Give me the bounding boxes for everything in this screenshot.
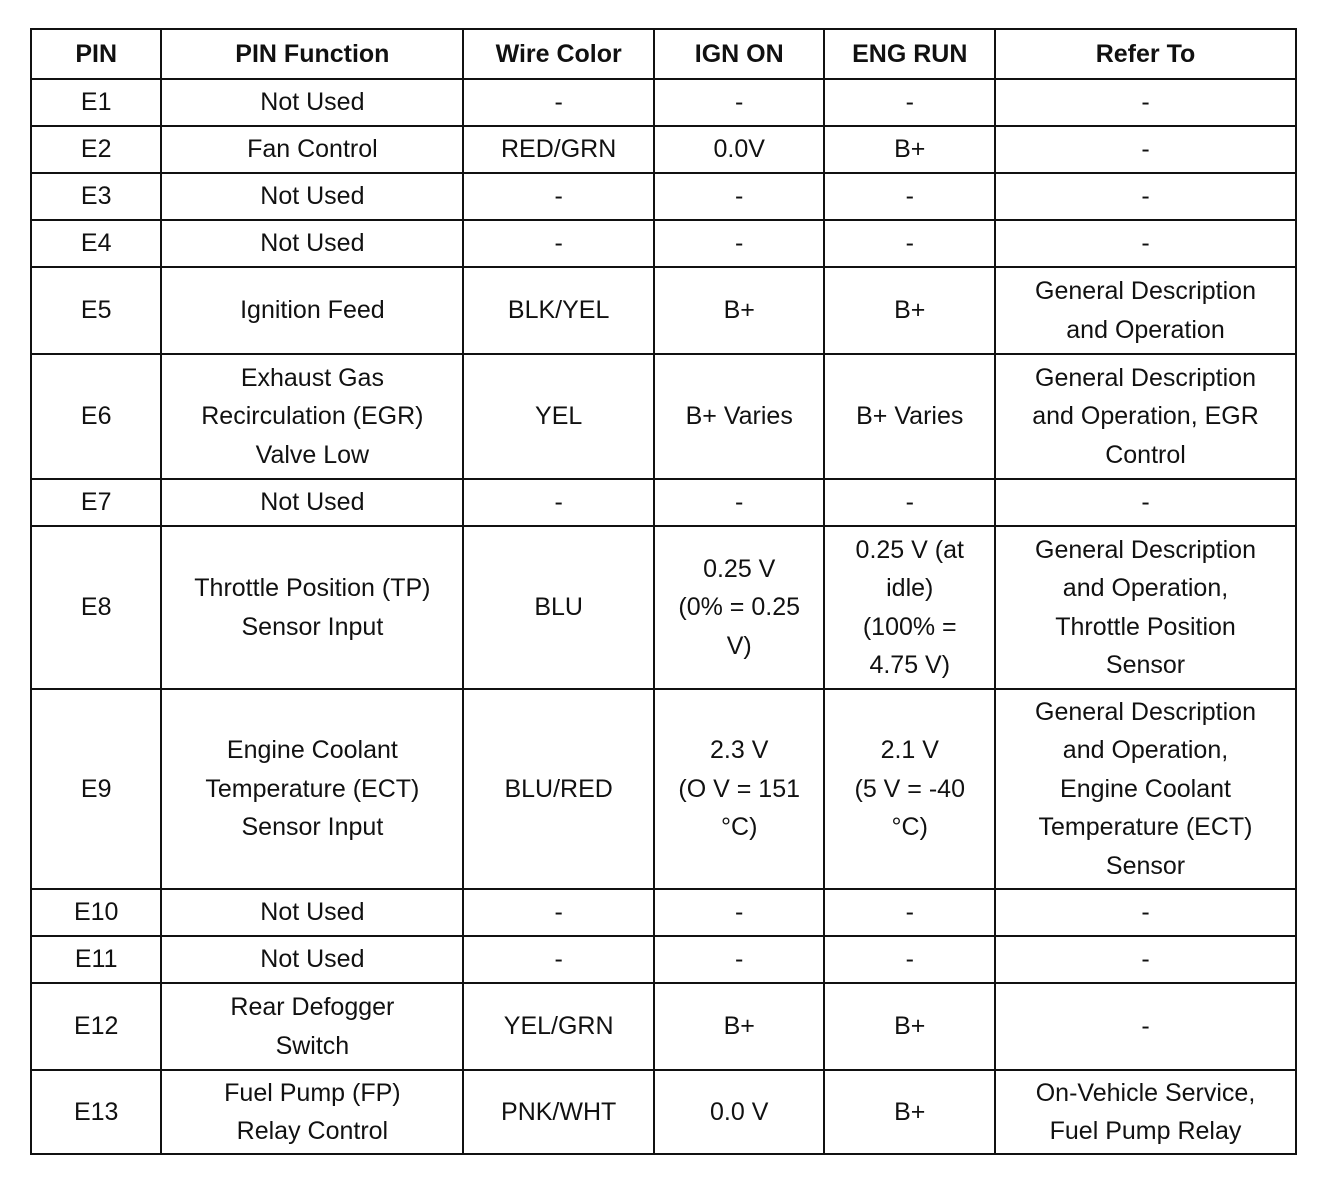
cell-line: - [1141,229,1150,258]
cell-line: B+ [894,1097,926,1126]
pin-cell: E10 [31,889,161,936]
header-refer-to: Refer To [995,29,1296,79]
cell-line: Throttle Position (TP) [194,574,431,602]
refer-to-cell [995,220,1296,267]
cell-line: Engine Coolant [1060,774,1231,803]
cell-line: Sensor Input [241,813,384,842]
cell-line: - [735,182,744,211]
cell-line: B+ [894,135,926,164]
table-row [31,79,1296,126]
cell-line: - [1141,1012,1150,1041]
cell-line: 2.3 V [710,736,769,765]
wire-color-cell: YEL/GRN [463,983,654,1070]
pin-cell: E13 [31,1070,161,1154]
cell-line: Not Used [260,898,365,927]
refer-to-cell [995,479,1296,526]
table-row [31,173,1296,220]
function-cell [161,889,463,936]
cell-line: Not Used [260,488,365,517]
cell-line: - [735,945,744,974]
eng-run-cell [824,79,995,126]
pin-cell: E12 [31,983,161,1070]
header-pin-function: PIN Function [161,29,463,79]
pin-cell: E8 [31,526,161,689]
cell-line: On-Vehicle Service, [1035,1078,1256,1107]
cell-line: Recirculation (EGR) [201,402,424,431]
wire-color-cell: - [463,173,654,220]
cell-line: B+ [723,296,755,325]
header-wire-color: Wire Color [463,29,654,79]
header-row [31,29,1296,79]
cell-line: V) [726,631,752,660]
cell-line: (5 V = -40 [854,774,965,803]
eng-run-cell [824,220,995,267]
cell-line: (100% = [862,612,957,641]
refer-to-cell [995,267,1296,354]
function-cell [161,220,463,267]
eng-run-cell [824,479,995,526]
cell-line: Not Used [260,182,365,211]
cell-line: Temperature (ECT) [205,774,420,803]
refer-to-cell [995,354,1296,479]
eng-run-cell [824,689,995,889]
cell-line: - [905,898,914,927]
cell-line: 0.0V [713,135,765,164]
cell-line: - [735,488,744,517]
cell-line: Not Used [260,945,365,974]
header-eng-run: ENG RUN [824,29,995,79]
table-row [31,936,1296,983]
eng-run-cell [824,267,995,354]
cell-line: Relay Control [236,1117,389,1145]
cell-line: General Description [1035,277,1256,305]
refer-to-cell [995,889,1296,936]
refer-to-cell [995,126,1296,173]
header-ign-on: IGN ON [654,29,825,79]
ign-on-cell [654,220,825,267]
eng-run-cell [824,936,995,983]
ign-on-cell [654,689,825,889]
cell-line: Fuel Pump (FP) [224,1078,401,1107]
cell-line: Fuel Pump Relay [1049,1117,1242,1145]
cell-line: °C) [891,813,928,842]
cell-line: Sensor [1105,851,1186,880]
ign-on-cell [654,126,825,173]
refer-to-cell [995,173,1296,220]
pin-cell: E11 [31,936,161,983]
cell-line: 4.75 V) [869,651,951,679]
eng-run-cell [824,173,995,220]
connector-pinout-page [30,28,1298,1160]
cell-line: idle) [886,574,934,602]
ign-on-cell [654,479,825,526]
cell-line: Throttle Position [1055,612,1236,641]
cell-line: - [905,488,914,517]
table-row [31,479,1296,526]
cell-line: and Operation, EGR [1032,402,1259,431]
cell-line: General Description [1035,535,1256,564]
refer-to-cell [995,936,1296,983]
eng-run-cell [824,1070,995,1154]
cell-line: and Operation, [1062,736,1229,765]
cell-line: - [735,88,744,117]
eng-run-cell [824,354,995,479]
cell-line: General Description [1035,697,1256,726]
cell-line: B+ [723,1012,755,1041]
eng-run-cell [824,526,995,689]
function-cell [161,936,463,983]
wire-color-cell: - [463,479,654,526]
ign-on-cell [654,79,825,126]
cell-line: Rear Defogger [230,993,395,1021]
ign-on-cell [654,1070,825,1154]
cell-line: - [905,229,914,258]
refer-to-cell [995,79,1296,126]
table-row [31,220,1296,267]
cell-line: and Operation, [1062,574,1229,602]
pin-cell: E2 [31,126,161,173]
cell-line: 0.0 V [710,1097,769,1126]
cell-line: and Operation [1066,315,1225,344]
cell-line: B+ Varies [856,402,964,431]
cell-line: B+ [894,296,926,325]
pin-cell: E9 [31,689,161,889]
cell-line: 0.25 V (at [855,535,964,564]
cell-line: Exhaust Gas [240,363,384,392]
cell-line: - [1141,898,1150,927]
eng-run-cell [824,126,995,173]
refer-to-cell [995,983,1296,1070]
cell-line: - [735,898,744,927]
refer-to-cell [995,526,1296,689]
cell-line: °C) [721,813,758,842]
cell-line: Fan Control [247,135,378,164]
cell-line: Valve Low [255,440,370,469]
cell-line: Sensor [1105,651,1186,679]
function-cell [161,79,463,126]
function-cell [161,267,463,354]
eng-run-cell [824,983,995,1070]
function-cell [161,126,463,173]
wire-color-cell: RED/GRN [463,126,654,173]
wire-color-cell: - [463,889,654,936]
pin-cell: E5 [31,267,161,354]
ign-on-cell [654,526,825,689]
pinout-table [30,28,1297,1155]
table-row [31,889,1296,936]
header-pin: PIN [31,29,161,79]
cell-line: - [735,229,744,258]
cell-line: (O V = 151 [678,774,801,803]
cell-line: - [905,182,914,211]
table-row [31,526,1296,689]
cell-line: B+ Varies [685,402,793,431]
table-row [31,1070,1296,1154]
cell-line: General Description [1035,363,1256,392]
cell-line: Engine Coolant [226,736,398,765]
function-cell [161,354,463,479]
cell-line: Sensor Input [241,612,384,641]
table-row [31,354,1296,479]
cell-line: Temperature (ECT) [1038,813,1253,842]
wire-color-cell: - [463,936,654,983]
wire-color-cell: BLU/RED [463,689,654,889]
function-cell [161,1070,463,1154]
cell-line: - [905,88,914,117]
wire-color-cell: YEL [463,354,654,479]
ign-on-cell [654,936,825,983]
cell-line: Ignition Feed [240,296,385,325]
cell-line: - [1141,135,1150,164]
function-cell [161,689,463,889]
pin-cell: E1 [31,79,161,126]
ign-on-cell [654,983,825,1070]
ign-on-cell [654,889,825,936]
cell-line: B+ [894,1012,926,1041]
cell-line: - [905,945,914,974]
cell-line: Not Used [260,88,365,117]
ign-on-cell [654,173,825,220]
cell-line: - [1141,488,1150,517]
function-cell [161,526,463,689]
wire-color-cell: BLU [463,526,654,689]
cell-line: (0% = 0.25 [678,593,801,622]
cell-line: - [1141,182,1150,211]
cell-line: Switch [275,1031,350,1060]
table-row [31,689,1296,889]
cell-line: - [1141,945,1150,974]
refer-to-cell [995,689,1296,889]
table-row [31,983,1296,1070]
table-row [31,267,1296,354]
pin-cell: E3 [31,173,161,220]
cell-line: - [1141,88,1150,117]
pin-cell: E7 [31,479,161,526]
refer-to-cell [995,1070,1296,1154]
cell-line: 0.25 V [703,554,776,583]
wire-color-cell: - [463,220,654,267]
table-row [31,126,1296,173]
wire-color-cell: BLK/YEL [463,267,654,354]
function-cell [161,983,463,1070]
wire-color-cell: PNK/WHT [463,1070,654,1154]
cell-line: Control [1105,440,1186,469]
ign-on-cell [654,267,825,354]
eng-run-cell [824,889,995,936]
pin-cell: E6 [31,354,161,479]
function-cell [161,173,463,220]
cell-line: 2.1 V [880,736,939,765]
cell-line: Not Used [260,229,365,258]
function-cell [161,479,463,526]
wire-color-cell: - [463,79,654,126]
pin-cell: E4 [31,220,161,267]
ign-on-cell [654,354,825,479]
